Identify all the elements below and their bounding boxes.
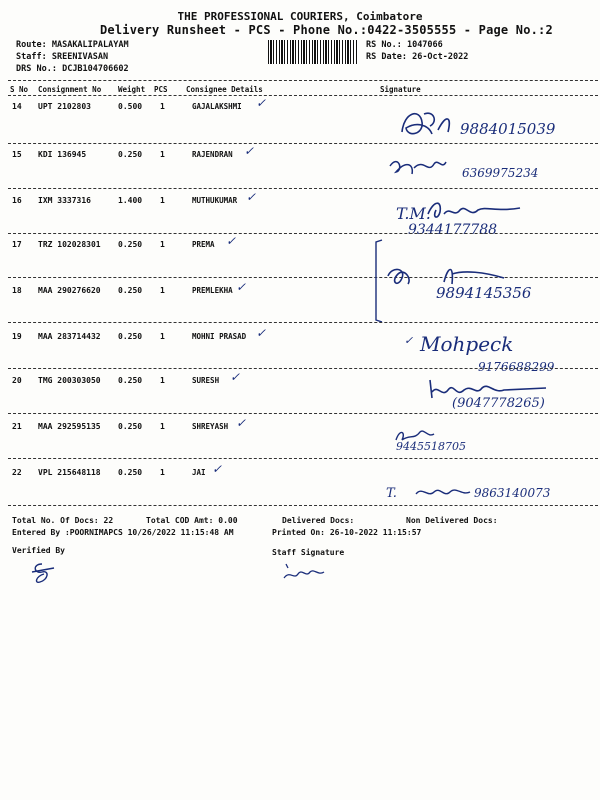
row-rule <box>8 233 598 234</box>
row-pcs: 1 <box>160 286 165 295</box>
entered-by-label: Entered By : <box>12 528 70 537</box>
row-sno: 21 <box>12 422 22 431</box>
row-consignee: MUTHUKUMAR <box>192 196 238 205</box>
bracket-mark <box>372 238 384 324</box>
row-weight: 0.250 <box>118 240 143 249</box>
row-phone: 9884015039 <box>460 120 556 138</box>
row-consignee: JAI <box>192 468 206 477</box>
row-weight: 0.250 <box>118 422 143 431</box>
row-rule <box>8 458 598 459</box>
rs-no-line <box>366 40 443 50</box>
rs-no-value: 1047066 <box>406 40 443 50</box>
check-mark: ✓ <box>236 280 247 294</box>
row-pcs: 1 <box>160 150 165 159</box>
row-consignee: SHREYASH <box>192 422 229 431</box>
row-consignment: IXM 3337316 <box>38 196 91 205</box>
rs-date-label: RS Date: <box>366 52 407 62</box>
row-consignment: MAA 292595135 <box>38 422 101 431</box>
row-sno: 17 <box>12 240 22 249</box>
row-consignee: PREMA <box>192 240 215 249</box>
row-consignment: MAA 283714432 <box>38 332 101 341</box>
row-sno: 20 <box>12 376 22 385</box>
row-handwritten-name: T. <box>386 486 397 501</box>
row-pcs: 1 <box>160 376 165 385</box>
col-sno: S No <box>10 85 29 94</box>
rs-date-value: 26-Oct-2022 <box>412 52 469 62</box>
row-consignment: VPL 215648118 <box>38 468 101 477</box>
row-consignment: TMG 200303050 <box>38 376 101 385</box>
row-pcs: 1 <box>160 102 165 111</box>
row-rule <box>8 413 598 414</box>
row-consignee: SURESH <box>192 376 220 385</box>
row-sno: 16 <box>12 196 22 205</box>
row-phone: 9344177788 <box>408 222 498 238</box>
row-rule <box>8 368 598 369</box>
barcode-image <box>268 40 358 64</box>
row-pcs: 1 <box>160 240 165 249</box>
staff-value: SREENIVASAN <box>51 52 109 62</box>
row-sno: 19 <box>12 332 22 341</box>
col-signature: Signature <box>380 85 421 94</box>
check-mark: ✓ <box>212 462 223 476</box>
row-phone: (9047778265) <box>452 396 545 411</box>
verifier-signature <box>28 560 58 588</box>
row-pcs: 1 <box>160 422 165 431</box>
check-mark: ✓ <box>246 190 257 204</box>
entered-by <box>12 528 234 537</box>
row-weight: 0.250 <box>118 332 143 341</box>
row-sno: 15 <box>12 150 22 159</box>
row-phone: 9176688299 <box>478 360 555 374</box>
signature-scribble <box>414 484 474 502</box>
col-consignee: Consignee Details <box>186 85 263 94</box>
printed-on-value: 26-10-2022 11:15:57 <box>329 528 422 537</box>
check-mark: ✓ <box>230 370 241 384</box>
row-consignment: TRZ 102028301 <box>38 240 101 249</box>
rs-date-line <box>366 52 468 62</box>
entered-by-value: POORNIMAPCS 10/26/2022 11:15:48 AM <box>69 528 234 537</box>
row-rule <box>8 143 598 144</box>
drs-label: DRS No.: <box>16 64 57 74</box>
row-weight: 0.250 <box>118 376 143 385</box>
total-cod-label: Total COD Amt: <box>146 516 214 525</box>
company-title: THE PROFESSIONAL COURIERS, Coimbatore <box>177 10 423 23</box>
row-consignee: MOHNI PRASAD <box>192 332 247 341</box>
row-phone: 9863140073 <box>474 486 551 500</box>
row-consignment: UPT 2102803 <box>38 102 91 111</box>
header-rule <box>8 95 598 96</box>
row-consignment: MAA 290276620 <box>38 286 101 295</box>
row-phone: 6369975234 <box>462 166 539 180</box>
route-value: MASAKALIPALAYAM <box>51 40 129 50</box>
route-line <box>16 40 129 50</box>
row-phone: 9445518705 <box>396 440 466 453</box>
staff-signature <box>280 560 330 586</box>
check-mark: ✓ <box>256 96 267 110</box>
row-rule <box>8 188 598 189</box>
total-cod-value: 0.00 <box>218 516 238 525</box>
drs-line <box>16 64 129 74</box>
row-pcs: 1 <box>160 332 165 341</box>
row-weight: 1.400 <box>118 196 143 205</box>
col-pcs: PCS <box>154 85 168 94</box>
total-docs <box>12 516 113 525</box>
tick-mark: ✓ <box>404 334 414 347</box>
check-mark: ✓ <box>226 234 237 248</box>
runsheet-title: Delivery Runsheet - PCS - Phone No.:0422-3505555 - Page No.:2 <box>100 23 553 37</box>
row-phone: 9894145356 <box>436 284 532 302</box>
row-handwritten-name: T.M. <box>396 204 431 223</box>
total-cod <box>146 516 238 525</box>
non-delivered-docs-label: Non Delivered Docs: <box>406 516 498 525</box>
table-top-rule <box>8 80 598 81</box>
signature-scribble <box>384 150 464 182</box>
table-bottom-rule <box>8 505 598 506</box>
staff-label: Staff: <box>16 52 47 62</box>
row-consignee: RAJENDRAN <box>192 150 233 159</box>
row-weight: 0.250 <box>118 468 143 477</box>
row-weight: 0.500 <box>118 102 143 111</box>
total-docs-label: Total No. Of Docs: <box>12 516 99 525</box>
row-pcs: 1 <box>160 196 165 205</box>
row-weight: 0.250 <box>118 286 143 295</box>
col-weight: Weight <box>118 85 146 94</box>
row-weight: 0.250 <box>118 150 143 159</box>
route-label: Route: <box>16 40 47 50</box>
signature-scribble <box>424 196 524 224</box>
verified-by-label: Verified By <box>12 546 65 555</box>
check-mark: ✓ <box>244 144 255 158</box>
row-handwritten-name: Mohpeck <box>420 332 514 356</box>
total-docs-value: 22 <box>103 516 114 525</box>
row-sno: 18 <box>12 286 22 295</box>
row-pcs: 1 <box>160 468 165 477</box>
rs-no-label: RS No.: <box>366 40 402 50</box>
drs-value: DCJB104706602 <box>62 64 129 74</box>
printed-on <box>272 528 421 537</box>
col-consignment: Consignment No <box>38 85 102 94</box>
row-rule <box>8 322 598 323</box>
printed-on-label: Printed On: <box>272 528 325 537</box>
delivered-docs-label: Delivered Docs: <box>282 516 355 525</box>
staff-signature-label: Staff Signature <box>272 548 345 557</box>
row-consignee: GAJALAKSHMI <box>192 102 242 111</box>
check-mark: ✓ <box>256 326 267 340</box>
row-sno: 14 <box>12 102 22 111</box>
row-sno: 22 <box>12 468 22 477</box>
row-consignment: KDI 136945 <box>38 150 87 159</box>
staff-line <box>16 52 108 62</box>
check-mark: ✓ <box>236 416 247 430</box>
row-consignee: PREMLEKHA <box>192 286 233 295</box>
